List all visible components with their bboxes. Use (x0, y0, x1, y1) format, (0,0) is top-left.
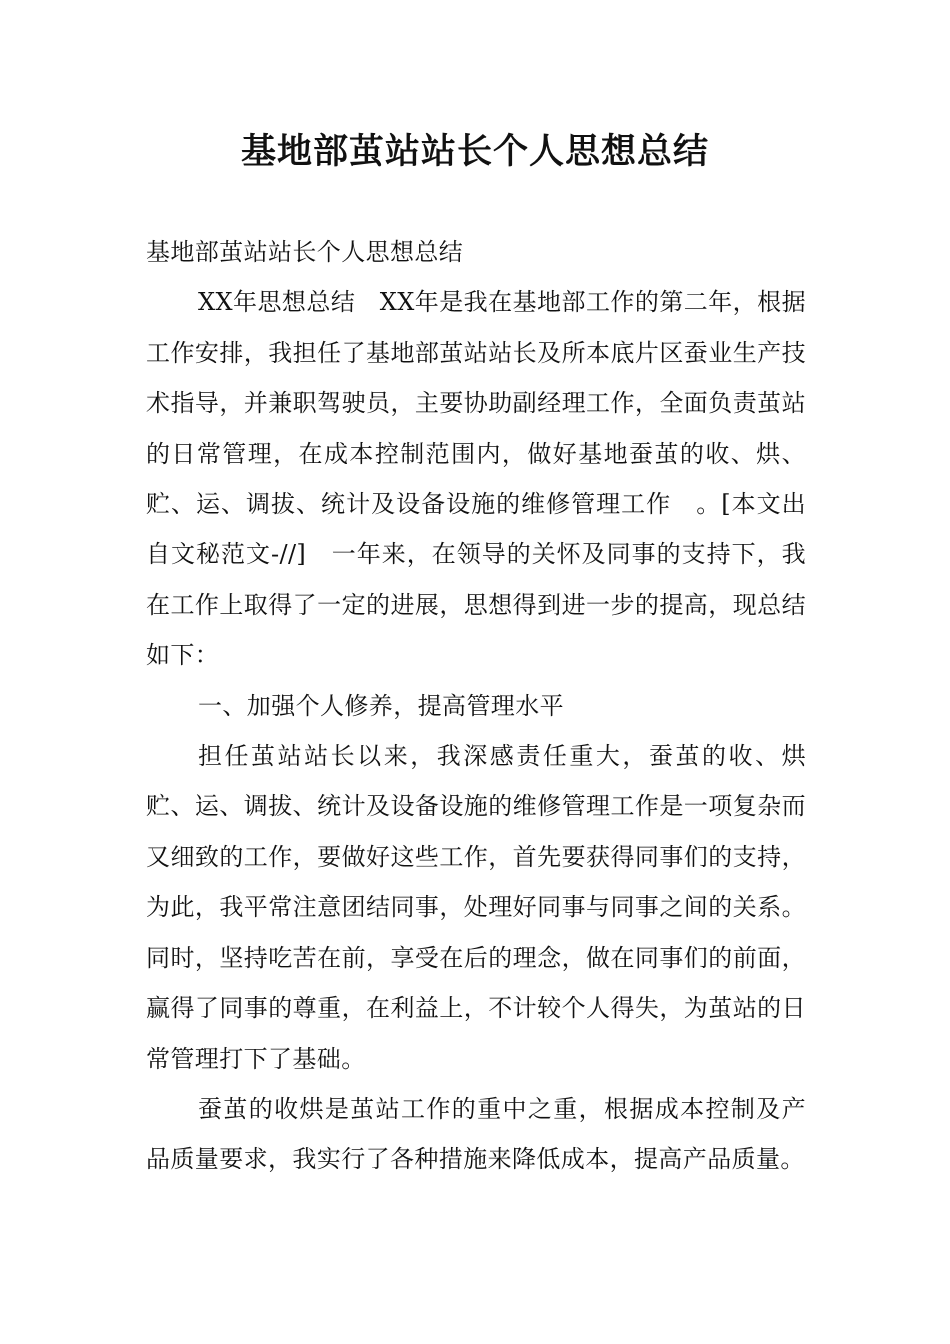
body-paragraph: 蚕茧的收烘是茧站工作的重中之重，根据成本控制及产品质量要求，我实行了各种措施来降低成本，提高产品质量。 (146, 1094, 806, 1174)
body-paragraph: 担任茧站站长以来，我深感责任重大，蚕茧的收、烘贮、运、调拔、统计及设备设施的维修管理工作是一项复杂而又细致的工作，要做好这些工作，首先要获得同事们的支持，为此，我平常注意团结同事，处理好同事与同事之间的关系。同时，坚持吃苦在前，享受在后的理念，做在同事们的前面，赢得了同事的尊重，在利益上，不计较个人得失，为茧站的日常管理打下了基础。 (146, 742, 806, 1073)
section-heading: 一、加强个人修养，提高管理水平 (198, 691, 564, 720)
intro-paragraph: XX年思想总结 XX年是我在基地部工作的第二年，根据工作安排，我担任了基地部茧站站长及所本底片区蚕业生产技术指导，并兼职驾驶员，主要协助副经理工作，全面负责茧站的日常管理，在成本控制范围内，做好基地蚕茧的收、烘、贮、运、调拔、统计及设备设施的维修管理工作 。[本文出自文秘范文-//] 一年来，在领导的关怀及同事的支持下，我在工作上取得了一定的进展，思想得到进一步的提高，现总结如下： (146, 288, 806, 670)
document-body (146, 227, 806, 1185)
document-title: 基地部茧站站长个人思想总结 (240, 132, 709, 172)
subtitle-paragraph: 基地部茧站站长个人思想总结 (146, 238, 464, 266)
